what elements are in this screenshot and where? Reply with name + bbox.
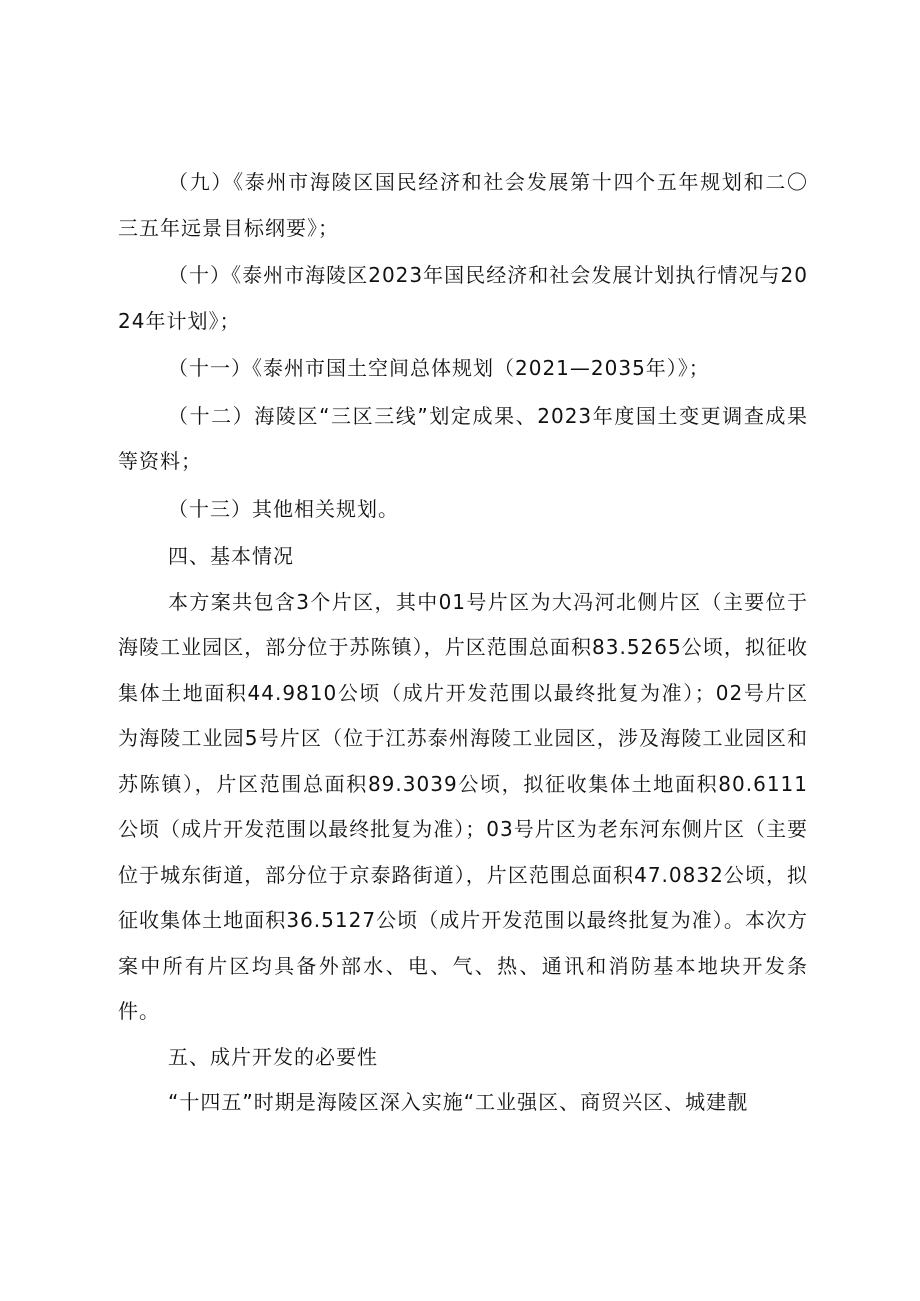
list-item-11: （十一）《泰州市国土空间总体规划（2021—2035年）》； <box>168 356 710 380</box>
section-4-paragraph: 本方案共包含3个片区，其中01号片区为大冯河北侧片区（主要位于海陵工业园区，部分位于苏陈镇），片区范围总面积83.5265公顷，拟征收集体土地面积44.9810公顷（成片开发范围以最终批复为准）；02号片区为海陵工业园5号片区（位于江苏泰州海陵工业园区，涉及海陵工业园区和苏陈镇），片区范围总面积89.3039公顷，拟征收集体土地面积80.6111公顷（成片开发范围以最终批复为准）；03号片区为老东河东侧片区（主要位于城东街道，部分位于京泰路街道），片区范围总面积47.0832公顷，拟征收集体土地面积36.5127公顷（成片开发范围以最终批复为准）。本次方案中所有片区均具备外部水、电、气、热、通讯和消防基本地块开发条件。 <box>118 589 808 1023</box>
section-5-heading: 五、成片开发的必要性 <box>168 1044 378 1069</box>
list-item-13: （十三）其他相关规划。 <box>168 496 399 521</box>
document-body <box>118 160 808 1126</box>
list-item-12: （十二）海陵区“三区三线”划定成果、2023年度国土变更调查成果等资料； <box>118 403 808 473</box>
section-5-paragraph: “十四五”时期是海陵区深入实施“工业强区、商贸兴区、城建靓 <box>168 1090 749 1114</box>
list-item-10: （十）《泰州市海陵区2023年国民经济和社会发展计划执行情况与2024年计划》； <box>118 263 808 333</box>
section-4-heading: 四、基本情况 <box>168 544 294 568</box>
list-item-9: （九）《泰州市海陵区国民经济和社会发展第十四个五年规划和二〇三五年远景目标纲要》； <box>118 170 808 240</box>
